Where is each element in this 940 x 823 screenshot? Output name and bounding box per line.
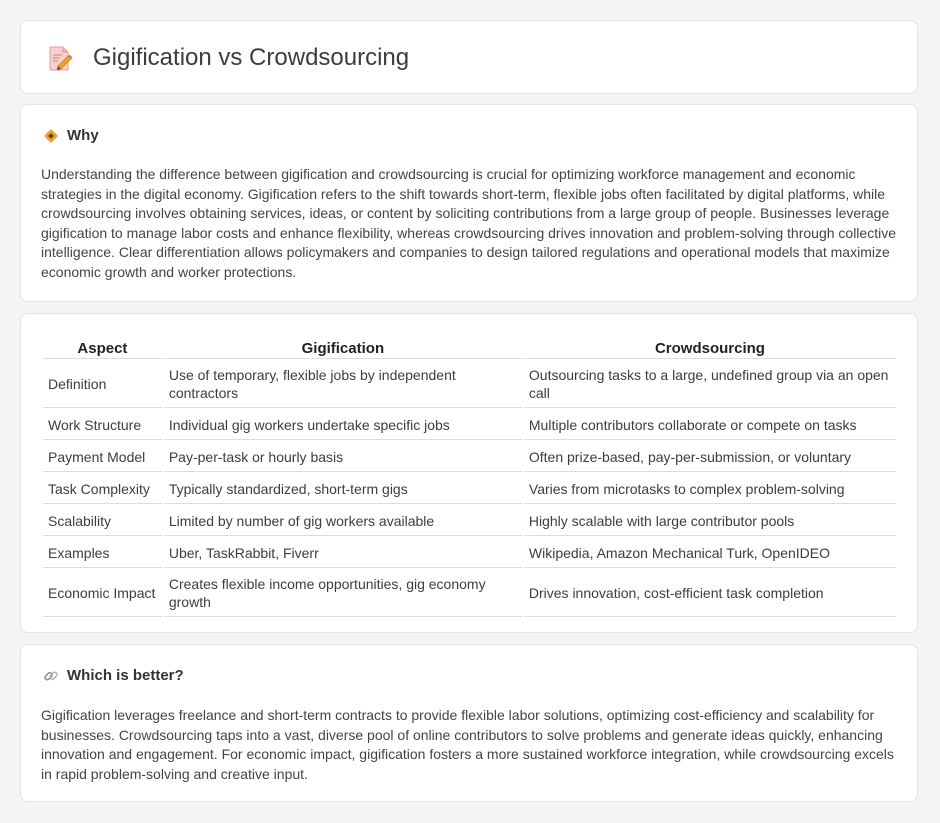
gigification-cell: Limited by number of gig workers available (164, 506, 522, 536)
why-section (20, 104, 918, 302)
better-heading (43, 667, 184, 685)
crowdsourcing-cell: Wikipedia, Amazon Mechanical Turk, OpenIDEO (524, 538, 896, 568)
gigification-cell: Typically standardized, short-term gigs (164, 474, 522, 504)
table-row (43, 410, 896, 440)
gigification-cell: Pay-per-task or hourly basis (164, 442, 522, 472)
table-header-row (43, 338, 896, 359)
why-text: Understanding the difference between gigification and crowdsourcing is crucial for optimizing workforce management and economic strategies in the digital economy. Gigification refers to the shift towards short-term, flexible jobs often facilitated by digital platforms, while crowdsourcing involves obtaining services, ideas, or content by soliciting contributions from a large group of people. Businesses leverage gigification to manage labor costs and enhance flexibility, whereas crowdsourcing drives innovation and problem-solving through collective intelligence. Clear differentiation allows policymakers and companies to design tailored regulations and operational models that maximize economic growth and worker protections. (41, 166, 896, 280)
crowdsourcing-cell: Drives innovation, cost-efficient task completion (524, 570, 896, 617)
table-row (43, 538, 896, 568)
title-row (47, 43, 409, 73)
crowdsourcing-cell: Varies from microtasks to complex problem-solving (524, 474, 896, 504)
link-icon (43, 668, 59, 684)
why-title: Why (67, 127, 99, 144)
page-title: Gigification vs Crowdsourcing (93, 44, 410, 71)
aspect-cell: Economic Impact (43, 570, 162, 617)
table-row (43, 474, 896, 504)
crowdsourcing-cell: Multiple contributors collaborate or compete on tasks (524, 410, 896, 440)
gigification-cell: Creates flexible income opportunities, gig economy growth (164, 570, 522, 617)
aspect-cell: Examples (43, 538, 162, 568)
crowdsourcing-cell: Outsourcing tasks to a large, undefined group via an open call (524, 361, 896, 408)
diamond-sign-icon (43, 128, 59, 144)
header-gigification: Gigification (164, 338, 522, 359)
crowdsourcing-cell: Highly scalable with large contributor pools (524, 506, 896, 536)
aspect-cell: Scalability (43, 506, 162, 536)
comparison-section (20, 313, 918, 633)
gigification-cell: Use of temporary, flexible jobs by independent contractors (164, 361, 522, 408)
table-row (43, 570, 896, 617)
better-text: Gigification leverages freelance and short-term contracts to provide flexible labor solutions, optimizing cost-efficiency and scalability for businesses. Crowdsourcing taps into a vast, diverse pool of online contributors to solve problems and generate ideas quickly, enhancing innovation and engagement. For economic impact, gigification fosters a more sustained workforce integration, while crowdsourcing excels in rapid problem-solving and creative input. (41, 707, 894, 782)
better-section (20, 644, 918, 802)
aspect-cell: Task Complexity (43, 474, 162, 504)
header-crowdsourcing: Crowdsourcing (524, 338, 896, 359)
aspect-cell: Definition (43, 361, 162, 408)
crowdsourcing-cell: Often prize-based, pay-per-submission, or voluntary (524, 442, 896, 472)
gigification-cell: Individual gig workers undertake specific jobs (164, 410, 522, 440)
document-edit-icon (47, 44, 73, 72)
header-aspect: Aspect (43, 338, 162, 359)
table-row (43, 506, 896, 536)
table-row (43, 361, 896, 408)
table-row (43, 442, 896, 472)
aspect-cell: Payment Model (43, 442, 162, 472)
gigification-cell: Uber, TaskRabbit, Fiverr (164, 538, 522, 568)
aspect-cell: Work Structure (43, 410, 162, 440)
header-card (20, 20, 918, 94)
why-heading (43, 127, 99, 145)
comparison-table (41, 336, 898, 619)
better-title: Which is better? (67, 667, 184, 684)
